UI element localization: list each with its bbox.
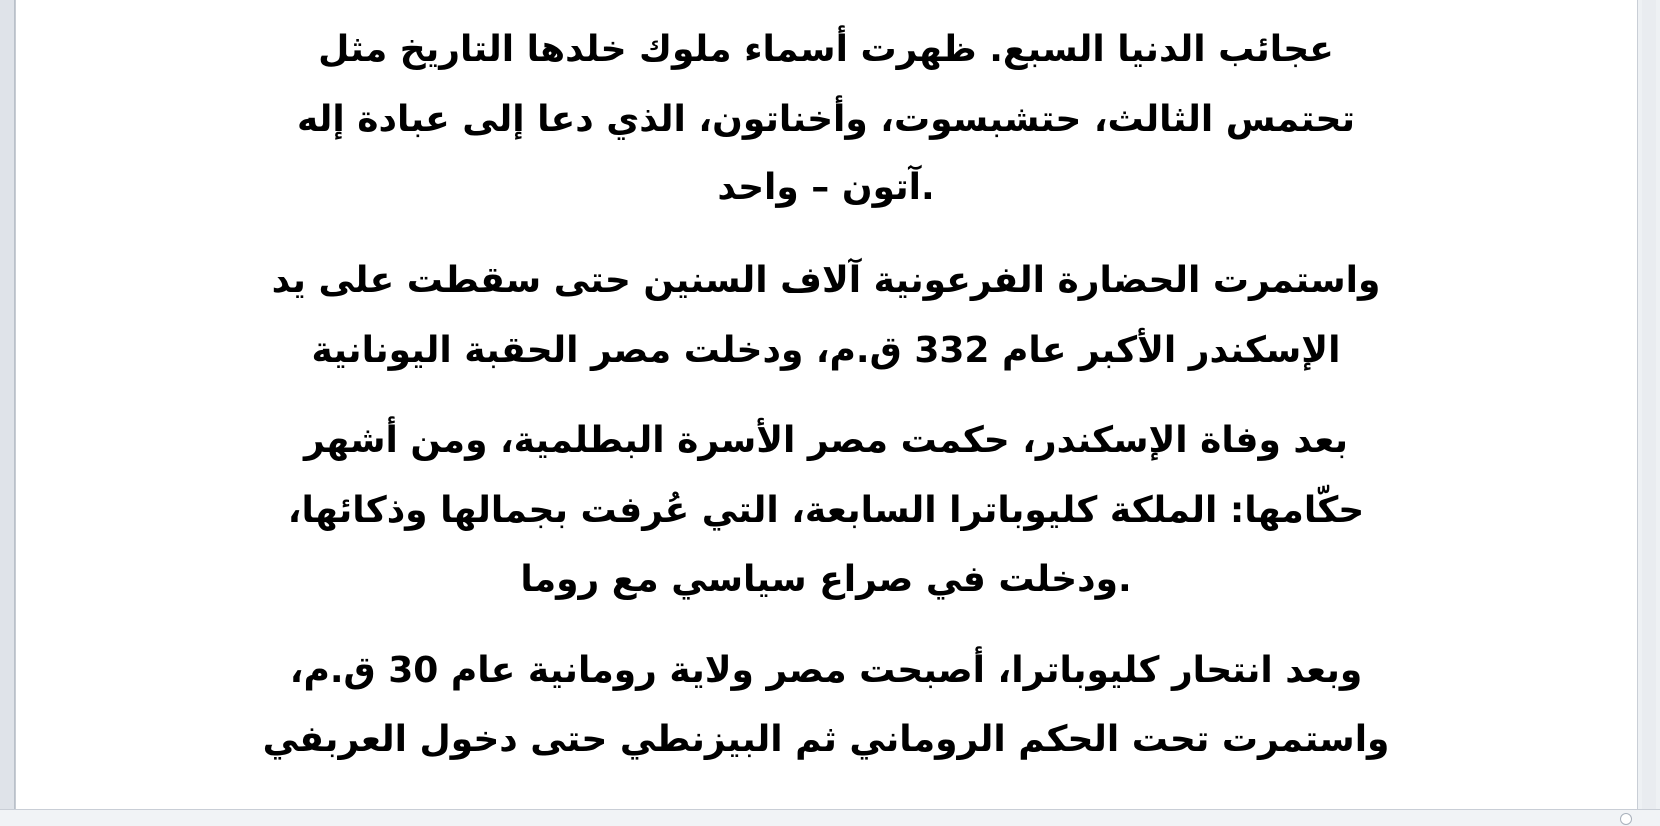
scroll-grip-icon[interactable] — [1620, 813, 1632, 825]
paragraph-3-line-1: بعد وفاة الإسكندر، حكمت مصر الأسرة البطلمية، ومن أشهر — [303, 420, 1349, 461]
paragraph-3-line-2: حكّامها: الملكة كليوباترا السابعة، التي عُرفت بجمالها وذكائها، — [287, 490, 1365, 531]
vertical-scrollbar-thumb[interactable] — [1642, 0, 1656, 810]
paragraph-1-line-1: عجائب الدنيا السبع. ظهرت أسماء ملوك خلدها التاريخ مثل — [318, 29, 1334, 70]
paragraph-2-line-2: الإسكندر الأكبر عام 332 ق.م، ودخلت مصر الحقبة اليونانية — [311, 330, 1341, 371]
paragraph-2-line-1: واستمرت الحضارة الفرعونية آلاف السنين حتى سقطت على يد — [271, 260, 1381, 301]
paragraph-4-line-2: واستمرت تحت الحكم الروماني ثم البيزنطي حتى دخول العربفي — [262, 719, 1390, 760]
paragraph-4-line-1: وبعد انتحار كليوباترا، أصبحت مصر ولاية رومانية عام 30 ق.م، — [289, 650, 1363, 691]
horizontal-scrollbar[interactable] — [0, 809, 1660, 826]
vertical-scrollbar[interactable] — [1637, 0, 1660, 810]
paragraph-1-line-3: .آتون – واحد — [717, 167, 935, 208]
left-margin — [0, 0, 15, 810]
paragraph-1-line-2: تحتمس الثالث، حتشبسوت، وأخناتون، الذي دعا إلى عبادة إله — [297, 99, 1355, 140]
document-page[interactable] — [15, 0, 1639, 810]
paragraph-3-line-3: .ودخلت في صراع سياسي مع روما — [520, 559, 1132, 600]
